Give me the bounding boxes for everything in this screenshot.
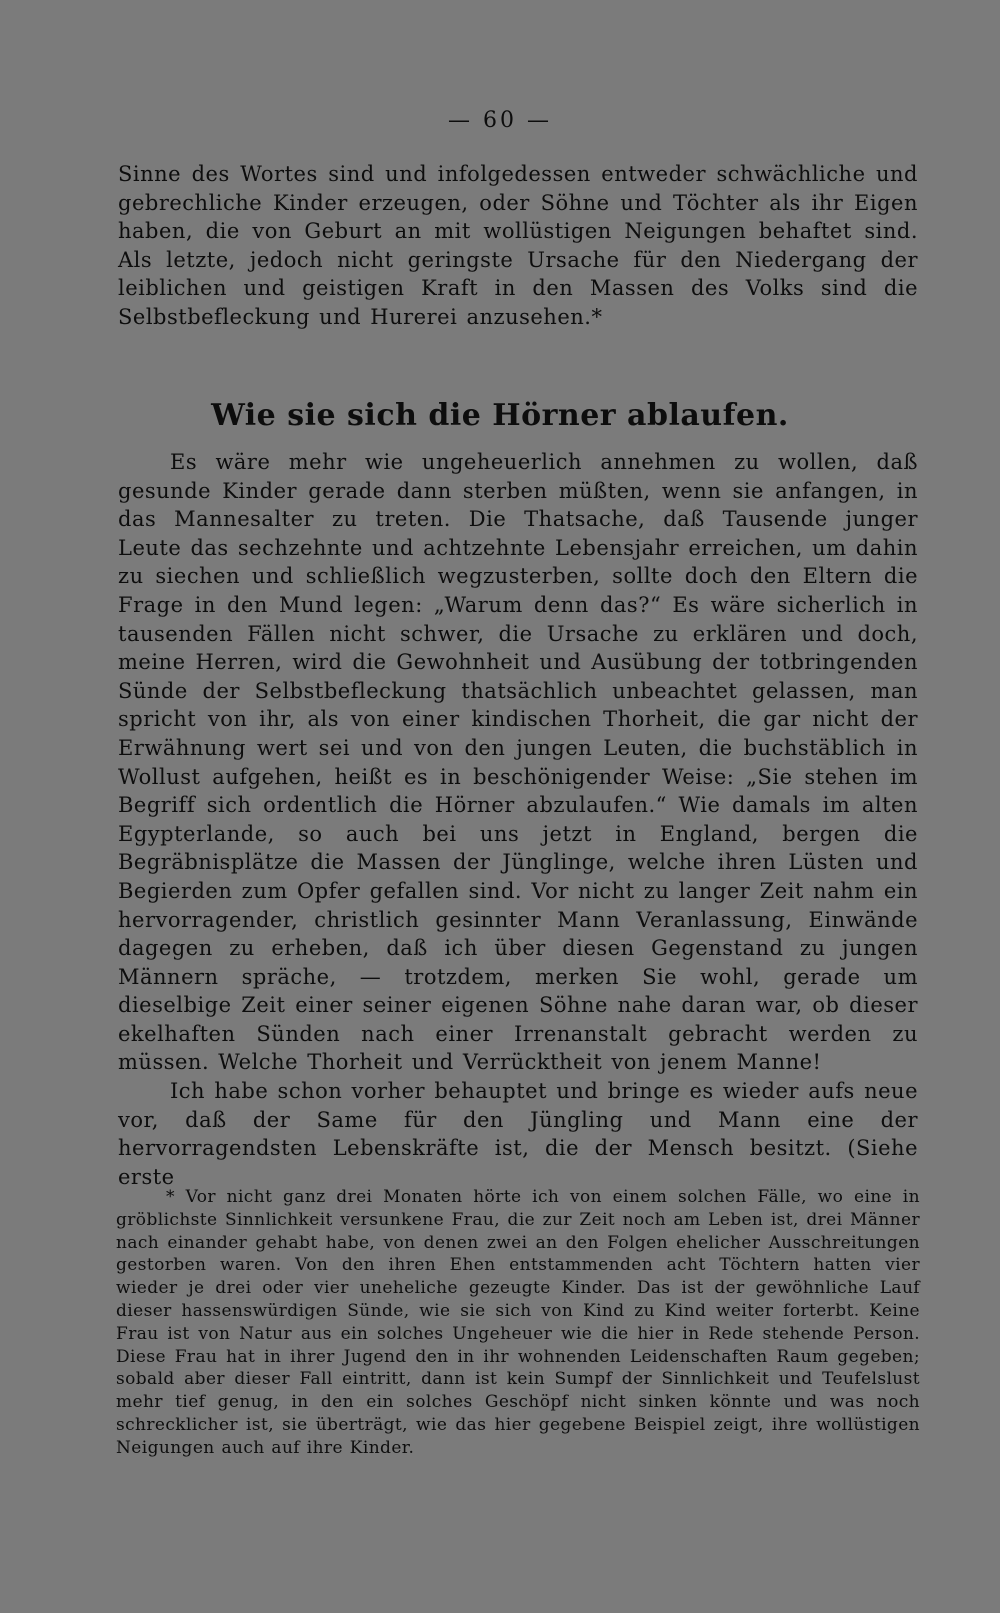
footnote-block bbox=[116, 1186, 920, 1460]
section-paragraph-2: Ich habe schon vorher behauptet und bringe es wieder aufs neue vor, daß der Same für den Jüngling und Mann eine der hervorragendsten Lebenskräfte ist, die der Mensch besitzt. (Siehe erste bbox=[118, 1079, 918, 1189]
page-number: — 60 — bbox=[448, 108, 552, 133]
section-paragraph-1: Es wäre mehr wie ungeheuerlich annehmen zu wollen, daß gesunde Kinder gerade dann sterben müßten, wenn sie anfangen, in das Mannesalter zu treten. Die Thatsache, daß Tausende junger Leute das sechzehnte und achtzehnte Lebensjahr erreichen, um dahin zu siechen und schließlich wegzusterben, sollte doch den Eltern die Frage in den Mund legen: „Warum denn das?“ Es wäre sicherlich in tausenden Fällen nicht schwer, die Ursache zu erklären und doch, meine Herren, wird die Gewohnheit und Ausübung der totbringenden Sünde der Selbstbefleckung thatsächlich unbeachtet gelassen, man spricht von ihr, als von einer kindischen Thorheit, die gar nicht der Erwähnung wert sei und von den jungen Leuten, die buchstäblich in Wollust aufgehen, heißt es in beschönigender Weise: „Sie stehen im Begriff sich ordentlich die Hörner abzulaufen.“ Wie damals im alten Egypterlande, so auch bei uns jetzt in England, bergen die Begräbnisplätze die Massen der Jünglinge, welche ihren Lüsten und Begierden zum Opfer gefallen sind. Vor nicht zu langer Zeit nahm ein hervorragender, christlich gesinnter Mann Veranlassung, Einwände dagegen zu erheben, daß ich über diesen Gegenstand zu jungen Männern spräche, — trotzdem, merken Sie wohl, gerade um dieselbige Zeit einer seiner eigenen Söhne nahe daran war, ob dieser ekelhaften Sünden nach einer Irrenanstalt gebracht werden zu müssen. Welche Thorheit und Verrücktheit von jenem Manne! bbox=[118, 450, 918, 1075]
section-heading: Wie sie sich die Hörner ablaufen. bbox=[211, 398, 789, 433]
intro-text-block bbox=[118, 160, 918, 332]
footnote-text: * Vor nicht ganz drei Monaten hörte ich von einem solchen Fälle, wo eine in gröblichste Sinnlichkeit versunkene Frau, die zur Zeit noch am Leben ist, drei Männer nach einander gehabt habe, von denen zwei an den Folgen ehelicher Ausschreitungen gestorben waren. Von den ihren Ehen entstammenden acht Töchtern hatten vier wieder je drei oder vier uneheliche gezeugte Kinder. Das ist der gewöhnliche Lauf dieser hassenswürdigen Sünde, wie sie sich von Kind zu Kind weiter forterbt. Keine Frau ist von Natur aus ein solches Ungeheuer wie die hier in Rede stehende Person. Diese Frau hat in ihrer Jugend den in ihr wohnenden Leidenschaften Raum gegeben; sobald aber dieser Fall eintritt, dann ist kein Sumpf der Sinnlichkeit und Teufelslust mehr tief genug, in den ein solches Geschöpf nicht sinken könnte und was noch schrecklicher ist, sie überträgt, wie das hier gegebene Beispiel zeigt, ihre wollüstigen Neigungen auch auf ihre Kinder. bbox=[116, 1187, 920, 1458]
section-text-block bbox=[118, 448, 918, 1191]
intro-paragraph: Sinne des Wortes sind und infolgedessen entweder schwächliche und gebrechliche Kinder erzeugen, oder Söhne und Töchter als ihr Eigen haben, die von Geburt an mit wollüstigen Neigungen behaftet sind. Als letzte, jedoch nicht geringste Ursache für den Niedergang der leiblichen und geistigen Kraft in den Massen des Volks sind die Selbstbefleckung und Hurerei anzusehen.* bbox=[118, 162, 918, 329]
